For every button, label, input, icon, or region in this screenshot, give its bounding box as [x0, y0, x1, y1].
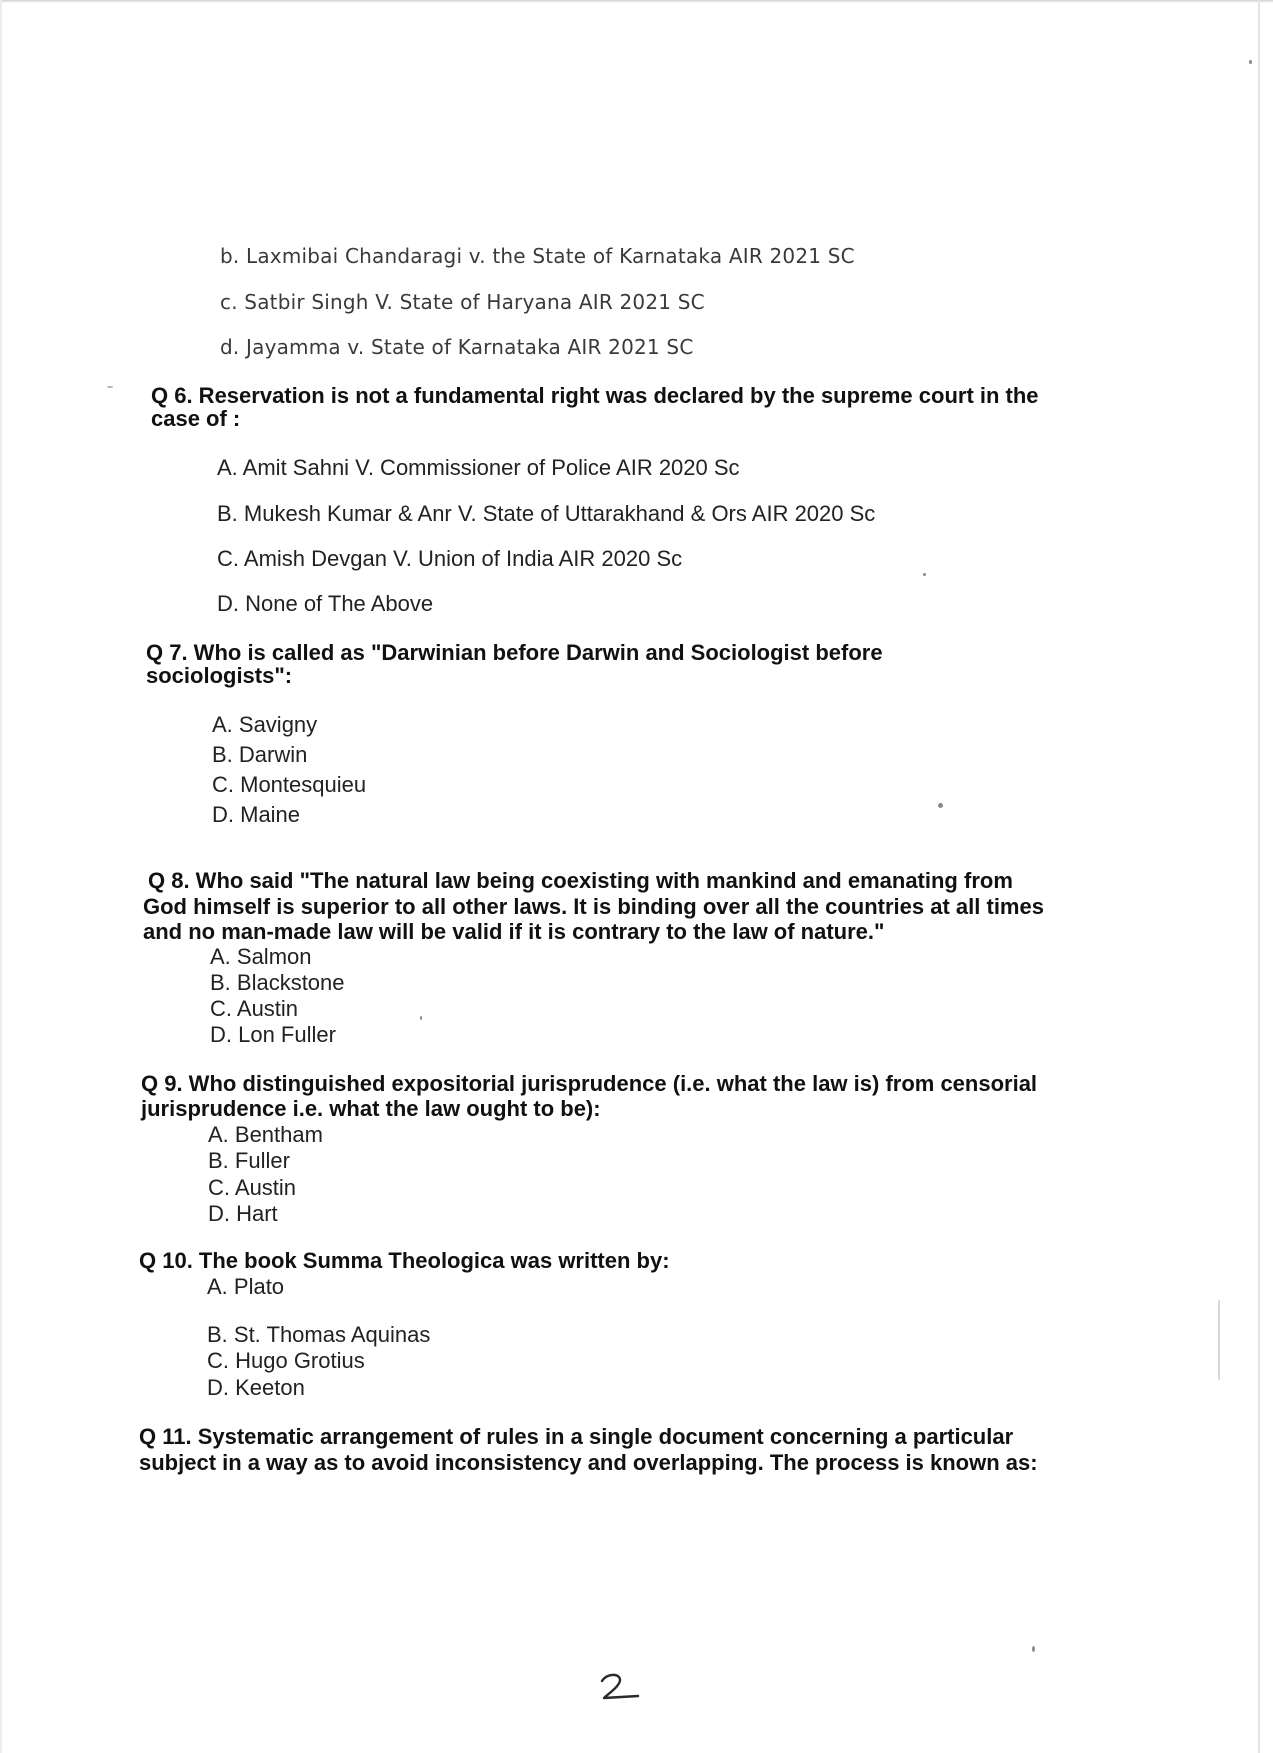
scan-speck: [1032, 1646, 1035, 1652]
q8-text-line-1: Q 8. Who said "The natural law being coexisting with mankind and emanating from: [148, 868, 1013, 893]
scan-speck: [1249, 60, 1252, 64]
q7-option-b: B. Darwin: [212, 742, 308, 767]
q8-text-line-3: and no man-made law will be valid if it is contrary to the law of nature.": [143, 919, 885, 944]
scan-edge-left: [0, 0, 2, 1753]
q6-text-line-2: case of :: [151, 406, 241, 431]
scan-speck: [420, 1016, 422, 1020]
scan-speck: [1218, 1300, 1220, 1380]
q10-option-a: A. Plato: [207, 1274, 285, 1299]
scan-speck: [938, 803, 943, 808]
q8-text-line-2: God himself is superior to all other laws. It is binding over all the countries at all times: [143, 894, 1044, 919]
q10-text-line-1: Q 10. The book Summa Theologica was written by:: [139, 1248, 670, 1273]
q8-option-a: A. Salmon: [210, 944, 312, 969]
q8-option-d: D. Lon Fuller: [210, 1022, 336, 1047]
q6-option-b: B. Mukesh Kumar & Anr V. State of Uttarakhand & Ors AIR 2020 Sc: [217, 501, 876, 526]
q9-option-b: B. Fuller: [208, 1148, 290, 1173]
q8-option-b: B. Blackstone: [210, 970, 345, 995]
scan-speck: [923, 573, 926, 576]
q9-option-c: C. Austin: [208, 1175, 297, 1200]
q7-option-c: C. Montesquieu: [212, 772, 367, 797]
q11-text-line-1: Q 11. Systematic arrangement of rules in a single document concerning a particular: [139, 1424, 1014, 1449]
q7-text-line-1: Q 7. Who is called as "Darwinian before Darwin and Sociologist before: [146, 640, 883, 665]
scan-speck: [107, 386, 113, 388]
q9-text-line-2: jurisprudence i.e. what the law ought to be):: [141, 1096, 601, 1121]
q6-option-c: C. Amish Devgan V. Union of India AIR 2020 Sc: [217, 546, 683, 571]
q9-text-line-1: Q 9. Who distinguished expositorial jurisprudence (i.e. what the law is) from censorial: [141, 1071, 1038, 1096]
q9-option-a: A. Bentham: [208, 1122, 323, 1147]
prev-option-b: b. Laxmibai Chandaragi v. the State of Karnataka AIR 2021 SC: [220, 244, 855, 268]
prev-option-d: d. Jayamma v. State of Karnataka AIR 2021 SC: [220, 335, 694, 359]
q10-option-c: C. Hugo Grotius: [207, 1348, 365, 1373]
q7-option-a: A. Savigny: [212, 712, 318, 737]
q7-option-d: D. Maine: [212, 802, 301, 827]
q6-option-a: A. Amit Sahni V. Commissioner of Police AIR 2020 Sc: [217, 455, 740, 480]
scan-edge-top: [0, 0, 1273, 3]
q9-option-d: D. Hart: [208, 1201, 278, 1226]
q10-option-d: D. Keeton: [207, 1375, 305, 1400]
q10-option-b: B. St. Thomas Aquinas: [207, 1322, 431, 1347]
q11-text-line-2: subject in a way as to avoid inconsistency and overlapping. The process is known as:: [139, 1450, 1038, 1475]
prev-option-c: c. Satbir Singh V. State of Haryana AIR 2021 SC: [220, 290, 705, 314]
q6-text-line-1: Q 6. Reservation is not a fundamental right was declared by the supreme court in the: [151, 383, 1039, 408]
q7-text-line-2: sociologists":: [146, 663, 293, 688]
q6-option-d: D. None of The Above: [217, 591, 434, 616]
handwritten-page-number: [598, 1672, 644, 1702]
q8-option-c: C. Austin: [210, 996, 299, 1021]
scan-edge-right: [1258, 0, 1260, 1753]
